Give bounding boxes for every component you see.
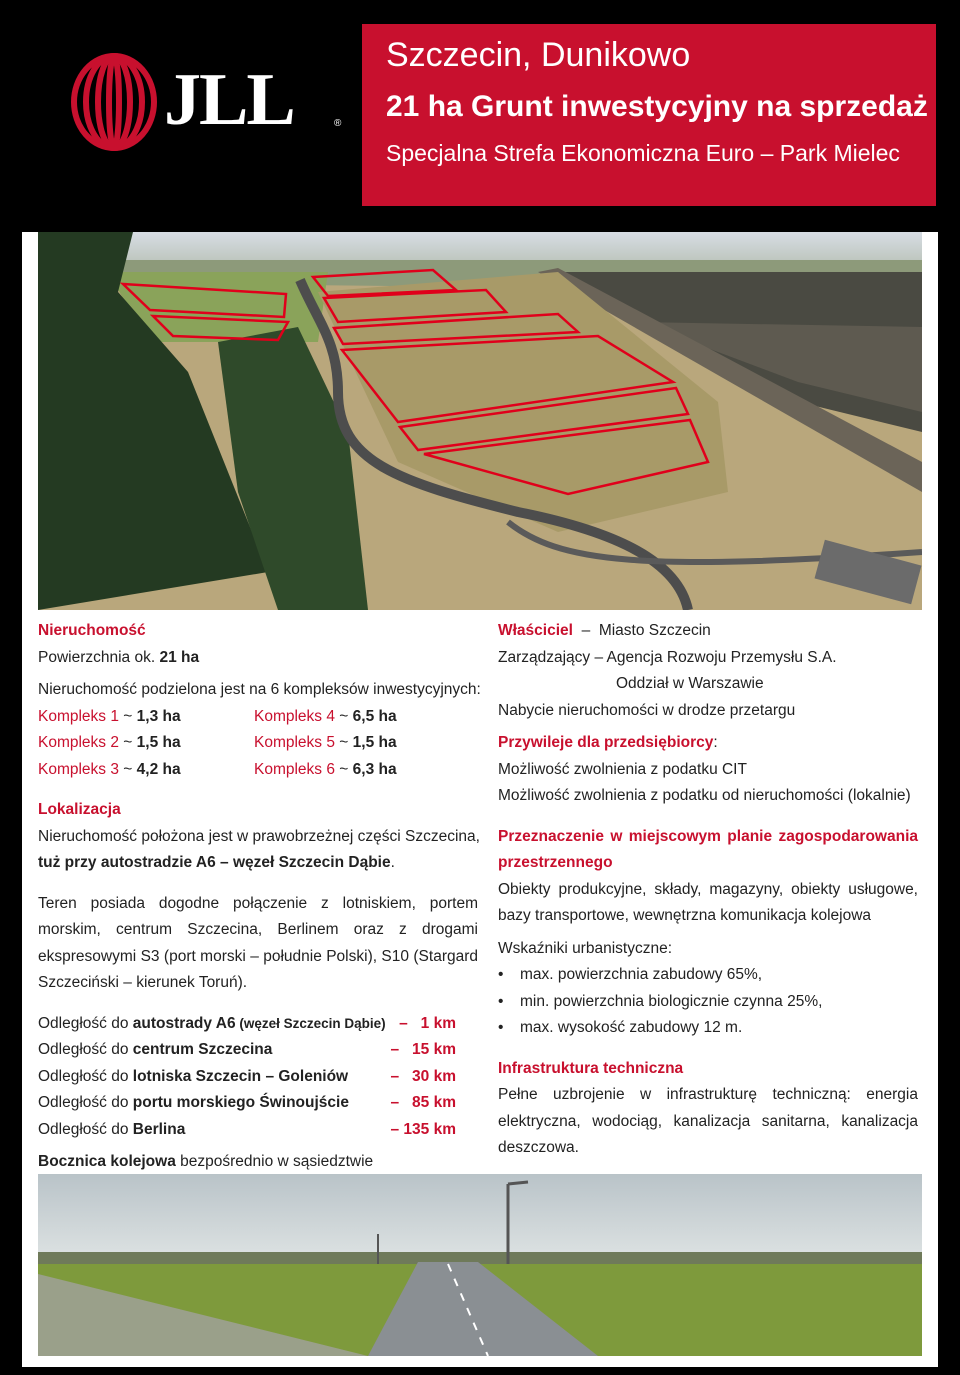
distance-value: – 135 km	[390, 1120, 456, 1138]
distance-row	[38, 1090, 456, 1117]
aerial-photo	[38, 232, 922, 610]
nabycie-line: Nabycie nieruchomości w drodze przetargu	[498, 701, 796, 719]
kompleks-name: Kompleks 3	[38, 760, 119, 778]
jll-logo-mark-icon	[66, 52, 162, 152]
lokalizacja-end: .	[390, 854, 395, 871]
infra-text: Pełne uzbrojenie w infrastrukturę techniczną: energia elektryczna, wodociąg, kanalizacja sanitarna, kanalizacja deszczowa.	[498, 1086, 918, 1156]
distance-value: – 85 km	[390, 1094, 456, 1111]
wskaznik-item: • max. powierzchnia zabudowy 65%,	[520, 962, 918, 989]
kompleks-area: 4,2 ha	[136, 760, 181, 778]
title-zone: Specjalna Strefa Ekonomiczna Euro – Park Mielec	[386, 140, 900, 166]
kompleks-sep: ~	[123, 734, 133, 751]
kompleks-area: 6,5 ha	[352, 707, 397, 725]
kompleks-sep: ~	[123, 760, 133, 778]
infra-heading: Infrastruktura techniczna	[498, 1059, 684, 1077]
lokalizacja-highlight	[38, 850, 478, 877]
kompleks-area: 6,3 ha	[352, 760, 397, 778]
logo-wordmark: JLL	[164, 59, 294, 141]
distance-prefix: Odległość do	[38, 1094, 133, 1111]
kompleks-cell	[38, 757, 254, 784]
wskaznik-item: • max. wysokość zabudowy 12 m.	[520, 1015, 918, 1042]
kompleks-sep: ~	[339, 734, 349, 751]
kompleks-cell	[38, 730, 254, 757]
przeznaczenie-text: Obiekty produkcyjne, składy, magazyny, obiekty usługowe, bazy transportowe, wewnętrzna komunikacja kolejowa	[498, 880, 918, 924]
nieruchomosc-heading: Nieruchomość	[38, 622, 146, 639]
distance-prefix: Odległość do	[38, 1120, 133, 1138]
wskazniki-list	[498, 962, 918, 1042]
wskazniki-heading: Wskaźniki urbanistyczne:	[498, 939, 673, 957]
podzial-text: Nieruchomość podzielona jest na 6 kompleksów inwestycyjnych:	[38, 681, 481, 698]
kompleks-area: 1,5 ha	[352, 734, 397, 751]
wlasciciel-label: Właściciel	[498, 622, 573, 639]
right-column	[498, 618, 918, 1162]
left-column	[38, 618, 481, 1176]
distance-prefix: Odległość do	[38, 1067, 133, 1085]
lokalizacja-bold: tuż przy autostradzie A6 – węzeł Szczecin Dąbie	[38, 854, 391, 871]
distance-value: – 30 km	[390, 1067, 456, 1085]
kompleks-sep: ~	[339, 760, 349, 778]
distance-label	[38, 1117, 185, 1144]
przywilej-item: Możliwość zwolnienia z podatku CIT	[498, 760, 747, 778]
kompleks-name: Kompleks 5	[254, 734, 335, 751]
teren-paragraph: Teren posiada dogodne połączenie z lotniskiem, portem morskim, centrum Szczecina, Berlinem oraz z drogami ekspresowymi S3 (port morski – południe Polski), S10 (Stargard Szczeciński – kierunek Toruń).	[38, 894, 478, 991]
przywileje-heading: Przywileje dla przedsiębiorcy	[498, 734, 714, 751]
zarzadzajacy-line: Zarządzający – Agencja Rozwoju Przemysłu S.A.	[498, 648, 837, 666]
kompleks-sep: ~	[339, 707, 349, 725]
powierzchnia-label: Powierzchnia ok.	[38, 648, 160, 666]
kompleks-cell	[38, 704, 254, 731]
title-offer: 21 ha Grunt inwestycyjny na sprzedaż	[386, 90, 928, 123]
distance-target: Berlina	[132, 1120, 186, 1138]
distance-value: – 15 km	[390, 1041, 456, 1058]
distance-note: (węzeł Szczecin Dąbie)	[235, 1015, 386, 1031]
przywileje-colon: :	[713, 734, 718, 751]
kompleks-area: 1,3 ha	[136, 707, 181, 725]
kompleks-name: Kompleks 4	[254, 707, 335, 725]
distance-target: centrum Szczecina	[132, 1041, 273, 1058]
wlasciciel-line	[498, 618, 918, 645]
distance-row	[38, 1011, 456, 1038]
kompleks-cell	[254, 757, 454, 784]
powierzchnia-line	[38, 645, 478, 672]
kompleks-sep: ~	[123, 707, 133, 725]
distance-label	[38, 1064, 348, 1091]
kompleks-cell	[254, 704, 454, 731]
jll-logo	[66, 52, 342, 152]
distance-row	[38, 1064, 456, 1091]
przywileje-heading-line	[498, 730, 918, 757]
kompleksy-grid	[38, 704, 478, 784]
distance-row	[38, 1117, 456, 1144]
road-photo	[38, 1174, 922, 1356]
logo-registered-mark: ®	[334, 118, 342, 129]
bocznica-line	[38, 1149, 478, 1176]
lokalizacja-heading: Lokalizacja	[38, 801, 121, 818]
distance-target: portu morskiego Świnoujście	[132, 1094, 349, 1111]
lokalizacja-text: Nieruchomość położona jest w prawobrzeżnej części Szczecina,	[38, 827, 480, 845]
title-box	[362, 24, 936, 206]
title-location: Szczecin, Dunikowo	[386, 36, 691, 74]
kompleks-name: Kompleks 6	[254, 760, 335, 778]
wlasciciel-value: – Miasto Szczecin	[572, 622, 711, 639]
bocznica-text: bezpośrednio w sąsiedztwie	[175, 1153, 374, 1170]
distance-target: lotniska Szczecin – Goleniów	[132, 1067, 349, 1085]
bocznica-bold: Bocznica kolejowa	[38, 1153, 176, 1170]
distance-prefix: Odległość do	[38, 1041, 133, 1058]
powierzchnia-value: 21 ha	[159, 648, 200, 666]
distance-row	[38, 1037, 456, 1064]
distance-value: – 1 km	[399, 1014, 456, 1032]
kompleks-name: Kompleks 2	[38, 734, 119, 751]
kompleks-name: Kompleks 1	[38, 707, 119, 725]
distance-label	[38, 1011, 386, 1038]
distance-label	[38, 1037, 272, 1064]
wskaznik-item: • min. powierzchnia biologicznie czynna 25%,	[520, 989, 918, 1016]
przywilej-item: Możliwość zwolnienia z podatku od nieruchomości (lokalnie)	[498, 787, 911, 804]
przeznaczenie-heading: Przeznaczenie w miejscowym planie zagospodarowania przestrzennego	[498, 827, 918, 871]
distance-prefix: Odległość do	[38, 1014, 133, 1032]
kompleks-cell	[254, 730, 454, 757]
kompleks-area: 1,5 ha	[136, 734, 181, 751]
oddzial-line: Oddział w Warszawie	[616, 675, 764, 692]
distance-label	[38, 1090, 349, 1117]
distance-target: autostrady A6	[132, 1014, 236, 1032]
distances-list	[38, 1011, 478, 1144]
